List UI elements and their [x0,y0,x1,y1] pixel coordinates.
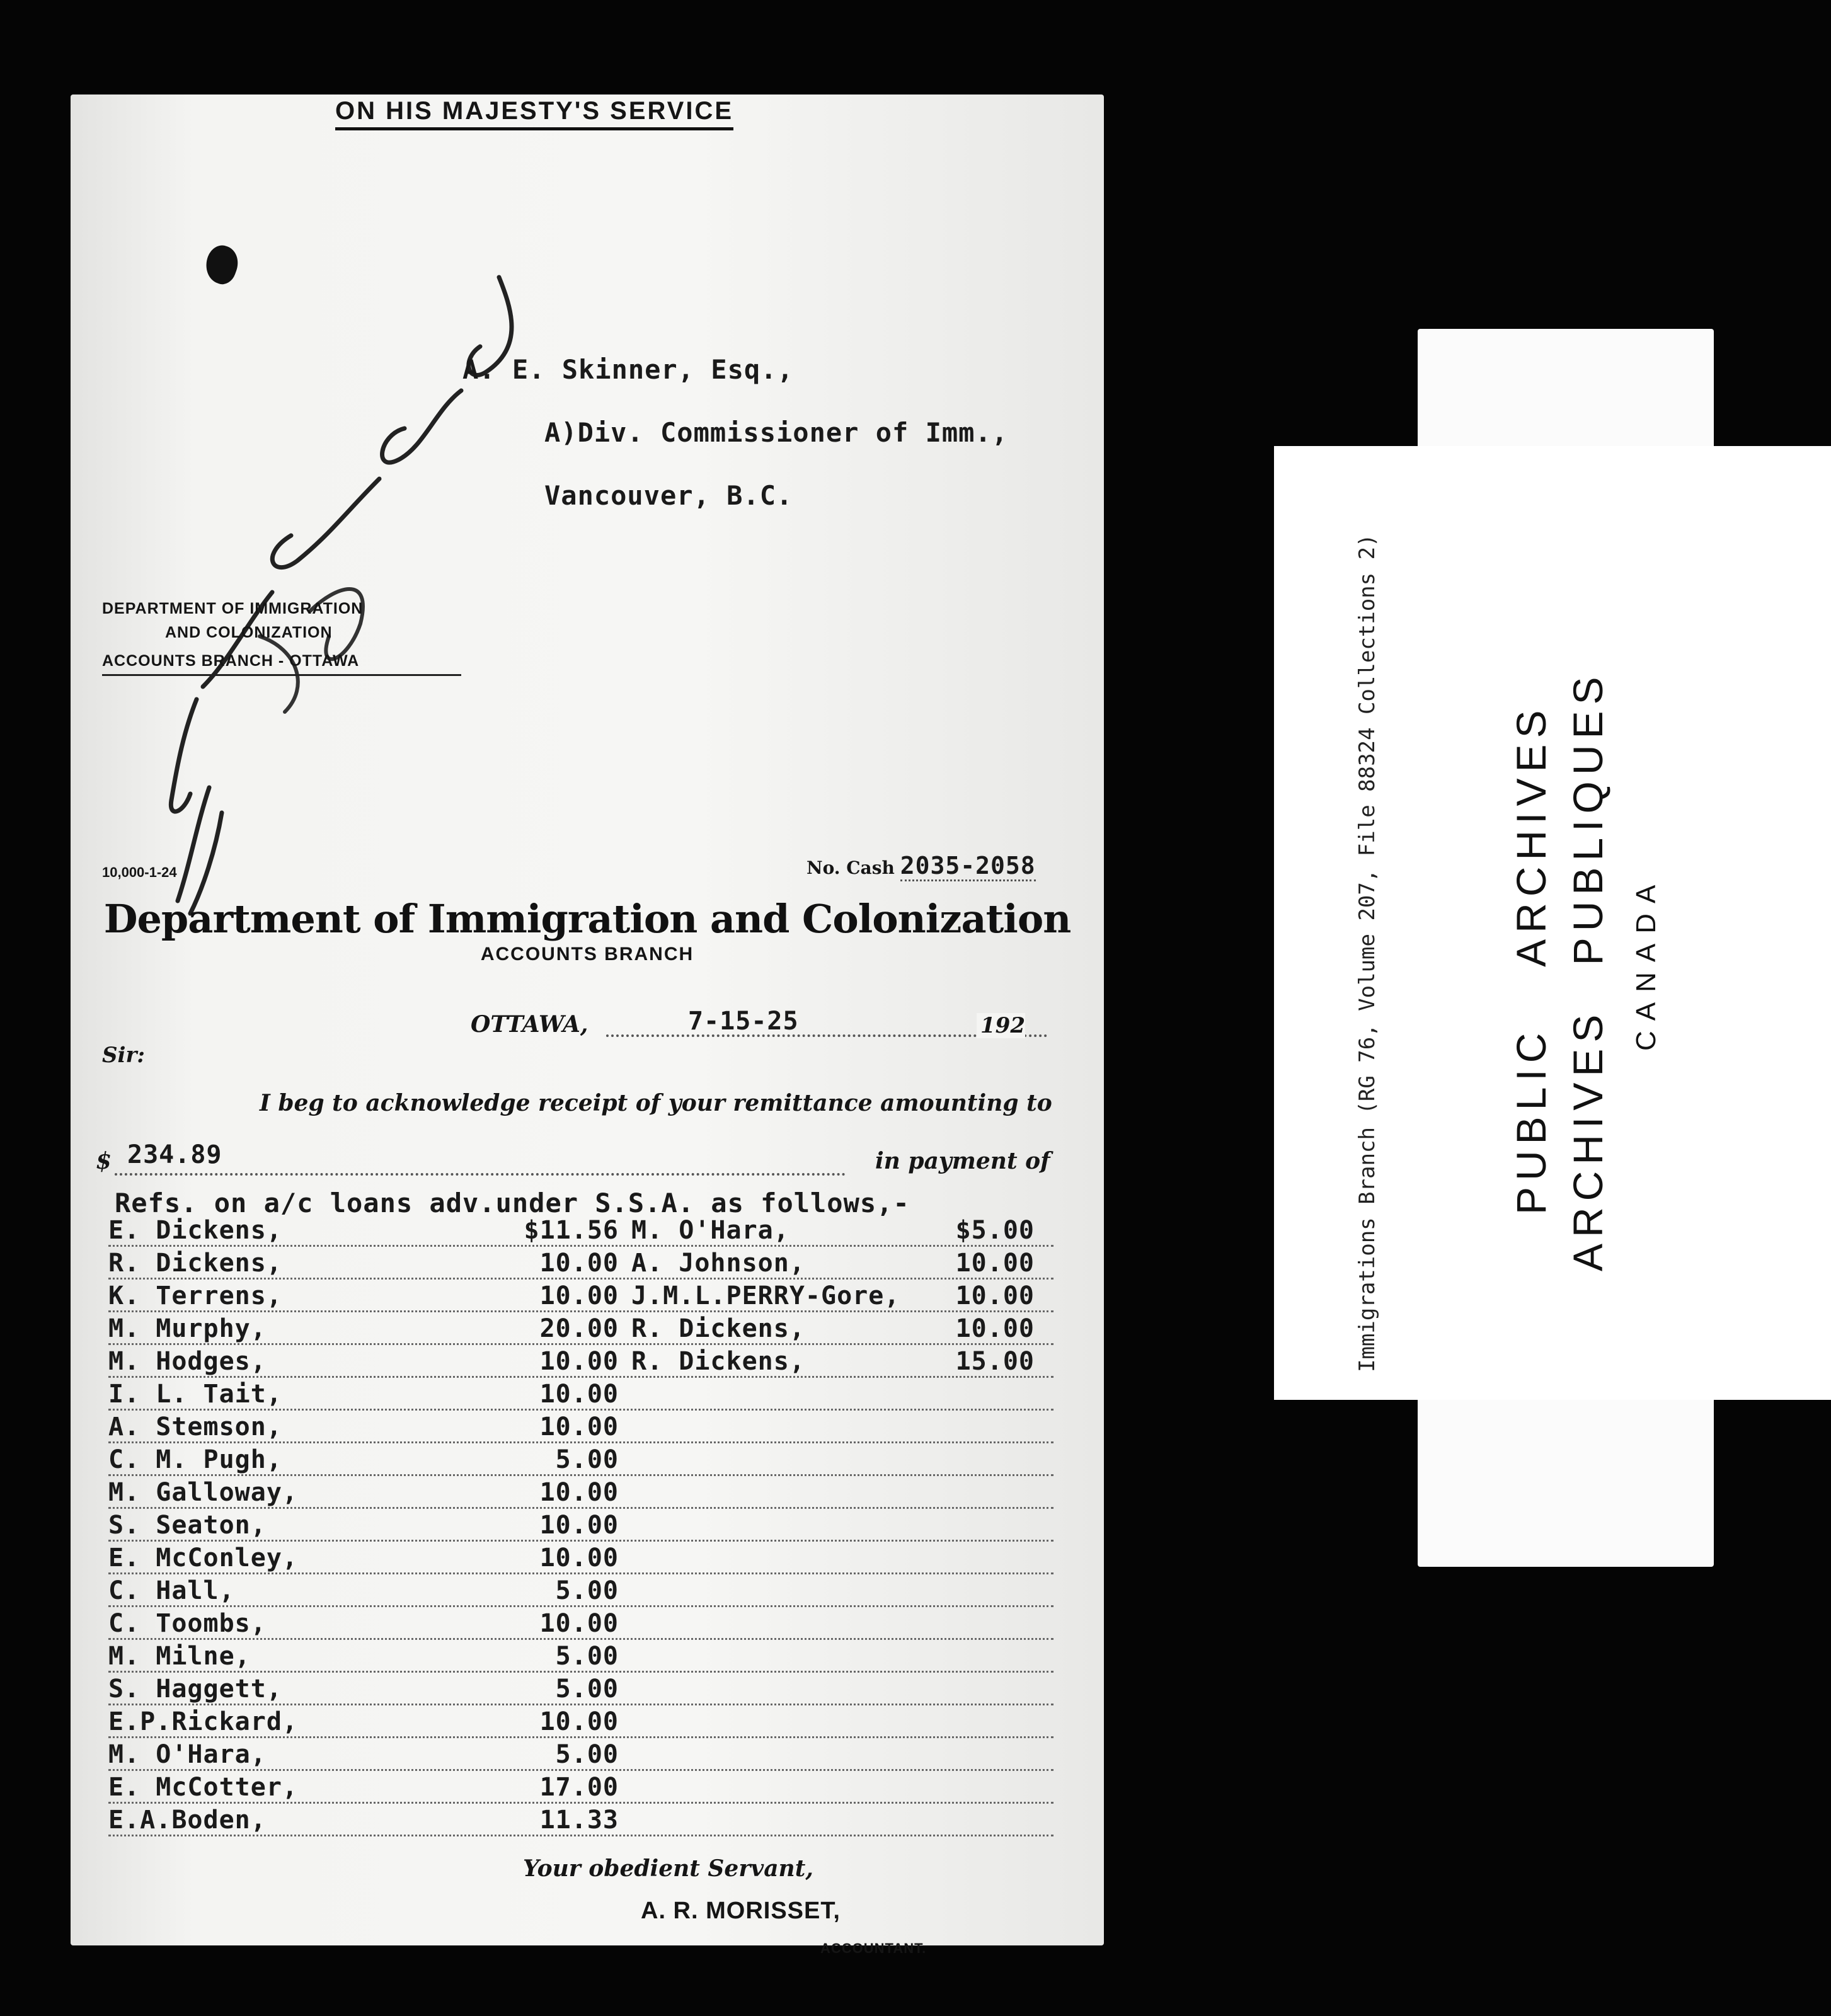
entry-name: M. O'Hara, [108,1740,267,1769]
addressee-line-1: A. E. Skinner, Esq., [462,354,794,385]
letter-document [71,94,1104,1956]
table-row [108,1576,1053,1606]
archive-line-3: CANADA [1631,874,1662,1051]
entry-name: E.A.Boden, [108,1806,267,1835]
entry-amount: 10.00 [539,1478,619,1507]
row-dotted-line [108,1802,1053,1804]
row-dotted-line [108,1835,1053,1836]
entry-name: M. Murphy, [108,1314,267,1343]
entry-name: R. Dickens, [108,1249,282,1278]
row-dotted-line [108,1540,1053,1542]
row-dotted-line [108,1769,1053,1771]
table-row [108,1740,1053,1770]
table-row [108,1806,1053,1836]
row-dotted-line [108,1671,1053,1673]
entry-name: C. Hall, [108,1576,235,1605]
in-payment-of: in payment of [875,1148,1050,1174]
entry-amount: 5.00 [555,1675,619,1704]
entry-amount: 10.00 [539,1380,619,1409]
table-row [108,1249,1053,1279]
entry-amount: 10.00 [539,1609,619,1638]
archive-label-front [1274,446,1831,1400]
entry-name: M. Hodges, [108,1347,267,1376]
payment-purpose: Refs. on a/c loans adv.under S.S.A. as follows,- [115,1188,910,1218]
row-dotted-line [108,1474,1053,1476]
envelope-block-line-3: ACCOUNTS BRANCH - OTTAWA [102,652,360,670]
entry-amount: 10.00 [539,1707,619,1736]
entry-name: R. Dickens, [631,1347,805,1376]
entry-name: E.P.Rickard, [108,1707,298,1736]
table-row [108,1380,1053,1410]
addressee-line-2: A)Div. Commissioner of Imm., [544,417,1009,448]
entry-name: K. Terrens, [108,1281,282,1310]
entry-amount: 5.00 [555,1642,619,1671]
entry-name: A. Stemson, [108,1412,282,1441]
signatory-title: ACCOUNTANT. [820,1940,927,1956]
addressee-line-3: Vancouver, B.C. [544,480,793,511]
table-row [108,1347,1053,1377]
envelope-block-line-2: AND COLONIZATION [165,624,333,641]
place: OTTAWA, [471,1011,588,1038]
row-dotted-line [108,1572,1053,1574]
row-dotted-line [108,1736,1053,1738]
entry-amount: 10.00 [955,1249,1035,1278]
table-row [108,1216,1053,1246]
acknowledgement-text: I beg to acknowledge receipt of your remittance amounting to [260,1090,1052,1116]
entry-name: C. Toombs, [108,1609,267,1638]
signatory-name: A. R. MORISSET, [641,1898,841,1924]
row-dotted-line [108,1278,1053,1280]
entry-amount: 10.00 [539,1347,619,1376]
table-row [108,1478,1053,1508]
entry-amount: 5.00 [555,1740,619,1769]
entry-name: M. O'Hara, [631,1216,789,1245]
entry-name: E. McConley, [108,1544,298,1572]
archive-reference: Immigrations Branch (RG 76, Volume 207, File 88324 Collections 2) [1355,534,1380,1372]
entry-name: S. Haggett, [108,1675,282,1704]
salutation: Sir: [102,1043,145,1068]
envelope-block-rule [102,674,461,676]
entry-amount: 11.33 [539,1806,619,1835]
table-row [108,1511,1053,1541]
entry-name: J.M.L.PERRY-Gore, [631,1281,900,1310]
entry-name: E. McCotter, [108,1773,298,1802]
row-dotted-line [108,1507,1053,1509]
entry-amount: 5.00 [555,1445,619,1474]
remittance-amount: 234.89 [127,1140,222,1169]
row-dotted-line [108,1704,1053,1705]
entry-amount: 10.00 [539,1544,619,1572]
entry-amount: 10.00 [539,1412,619,1441]
table-row [108,1675,1053,1705]
table-row [108,1314,1053,1344]
row-dotted-line [108,1245,1053,1247]
entry-amount: 5.00 [555,1576,619,1605]
cash-label: No. Cash [806,857,895,878]
entry-name: S. Seaton, [108,1511,267,1540]
entry-name: I. L. Tait, [108,1380,282,1409]
row-dotted-line [108,1376,1053,1378]
table-row [108,1544,1053,1574]
branch-name: ACCOUNTS BRANCH [480,944,694,965]
table-row [108,1445,1053,1475]
archive-line-1: PUBLIC ARCHIVES [1508,704,1554,1215]
entry-amount: 10.00 [539,1511,619,1540]
entries-table [108,1216,1053,1846]
currency-symbol: $ [96,1148,112,1174]
form-number: 10,000-1-24 [102,864,177,880]
entry-name: M. Galloway, [108,1478,298,1507]
archive-line-2: ARCHIVES PUBLIQUES [1564,670,1611,1271]
table-row [108,1609,1053,1639]
cash-number: 2035-2058 [900,852,1036,881]
entry-name: E. Dickens, [108,1216,282,1245]
department-title: Department of Immigration and Colonization [103,896,1071,942]
service-header: ON HIS MAJESTY'S SERVICE [335,94,733,130]
table-row [108,1773,1053,1803]
entry-name: R. Dickens, [631,1314,805,1343]
date-value: 7-15-25 [688,1007,799,1036]
entry-amount: 17.00 [539,1773,619,1802]
entry-amount: 10.00 [955,1314,1035,1343]
amount-dotted-line [115,1173,846,1176]
envelope-block-line-1: DEPARTMENT OF IMMIGRATION [102,600,364,617]
entry-name: A. Johnson, [631,1249,805,1278]
row-dotted-line [108,1441,1053,1443]
cash-field [806,852,1036,879]
entry-amount: 10.00 [955,1281,1035,1310]
closing-text: Your obedient Servant, [523,1855,813,1882]
row-dotted-line [108,1310,1053,1312]
entry-amount: $5.00 [955,1216,1035,1245]
entry-amount: 20.00 [539,1314,619,1343]
table-row [108,1412,1053,1443]
entry-amount: 15.00 [955,1347,1035,1376]
table-row [108,1281,1053,1312]
entry-name: M. Milne, [108,1642,251,1671]
entry-name: C. M. Pugh, [108,1445,282,1474]
table-row [108,1642,1053,1672]
row-dotted-line [108,1343,1053,1345]
row-dotted-line [108,1409,1053,1411]
year-prefix: 192 [977,1013,1025,1038]
table-row [108,1707,1053,1738]
row-dotted-line [108,1605,1053,1607]
row-dotted-line [108,1638,1053,1640]
entry-amount: 10.00 [539,1281,619,1310]
entry-amount: 10.00 [539,1249,619,1278]
entry-amount: $11.56 [524,1216,619,1245]
